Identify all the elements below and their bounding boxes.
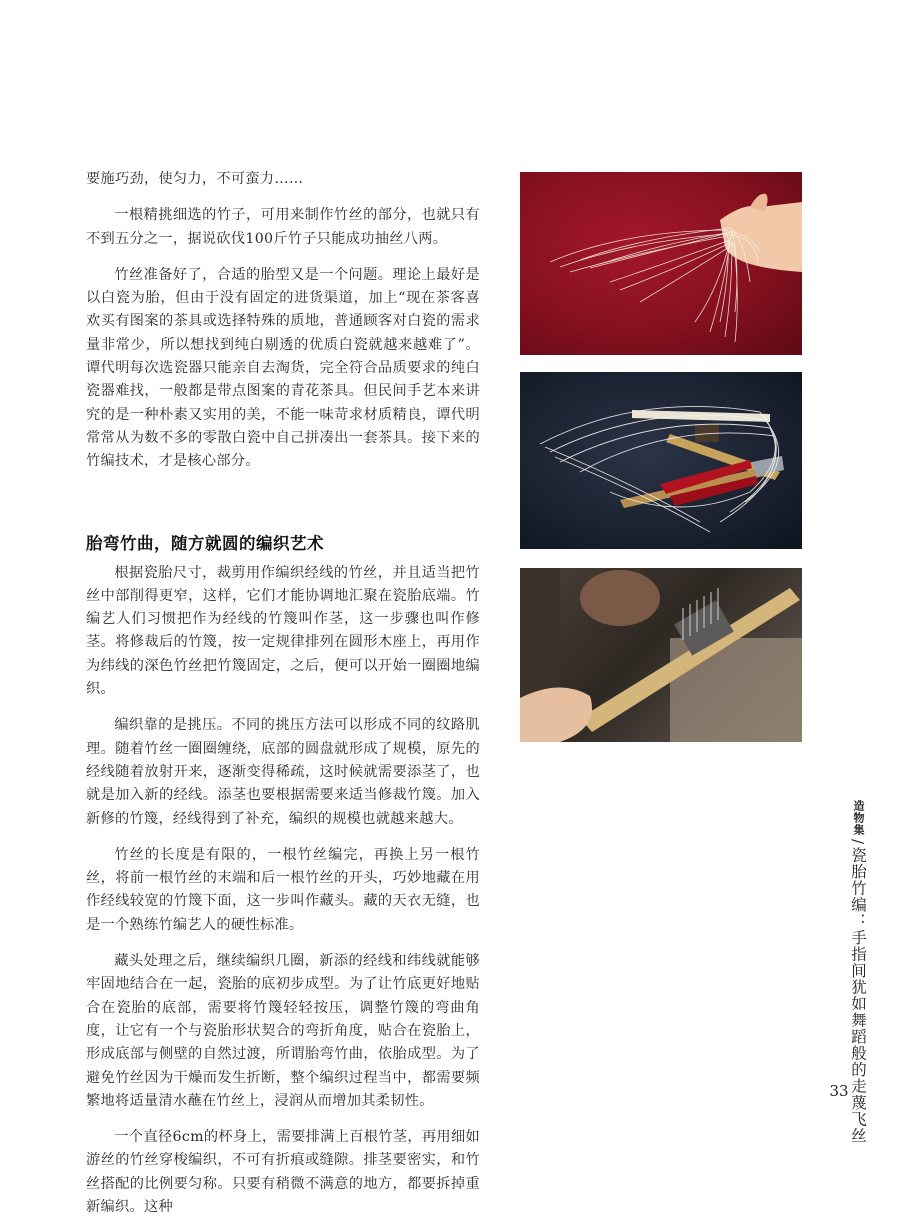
photo-bamboo-tools (520, 372, 802, 549)
article-text-column (86, 168, 480, 1232)
article-paragraph: 要施巧劲，使匀力，不可蛮力…… (86, 171, 304, 187)
article-paragraph: 一根精挑细选的竹子，可用来制作竹丝的部分，也就只有不到五分之一，据说砍伐100斤竹子只能成功抽丝八两。 (86, 207, 480, 247)
article-paragraph: 一个直径6cm的杯身上，需要排满上百根竹茎，再用细如游丝的竹丝穿梭编织，不可有折痕或缝隙。排茎要密实，和竹丝搭配的比例要匀称。只要有稍微不满意的地方，都要拆掉重新编织。这种 (86, 1129, 480, 1215)
photo-bamboo-threads-in-hand (520, 172, 802, 355)
running-title-separator: / (849, 839, 867, 845)
article-paragraph: 竹丝准备好了，合适的胎型又是一个问题。理论上最好是以白瓷为胎，但由于没有固定的进货渠道，加上“现在茶客喜欢买有图案的茶具或选择特殊的质地，普通顾客对白瓷的需求量非常少，所以想找到纯白剔透的优质白瓷就越来越难了”。谭代明每次选瓷器只能亲自去淘货，完全符合品质要求的纯白瓷器难找，一般都是带点图案的青花茶具。但民间手艺本来讲究的是一种朴素又实用的美，不能一味苛求材质精良，谭代明常常从为数不多的零散白瓷中自己拼凑出一套茶具。接下来的竹编技术，才是核心部分。 (86, 266, 480, 470)
article-paragraph: 根据瓷胎尺寸，裁剪用作编织经线的竹丝，并且适当把竹丝中部削得更窄，这样，它们才能协调地汇聚在瓷胎底端。竹编艺人们习惯把作为经线的竹篾叫作茎，这一步骤也叫作修茎。将修裁后的竹篾，按一定规律排列在圆形木座上，再用作为纬线的深色竹丝把竹篾固定，之后，便可以开始一圈圈地编织。 (86, 564, 480, 698)
article-paragraph: 竹丝的长度是有限的，一根竹丝编完，再换上另一根竹丝，将前一根竹丝的末端和后一根竹丝的开头，巧妙地藏在用作经线较宽的竹篾下面，这一步叫作藏头。藏的天衣无缝，也是一个熟练竹编艺人的硬性标准。 (86, 846, 480, 933)
running-title-section: 造物集 (852, 800, 865, 836)
running-title-main: 瓷胎竹编：手指间犹如舞蹈般的走蔑飞丝 (849, 847, 867, 1145)
photo-hand-illustration (520, 172, 802, 355)
article-paragraph: 藏头处理之后，继续编织几圈，新添的经线和纬线就能够牢固地结合在一起，瓷胎的底初步成型。为了让竹底更好地贴合在瓷胎的底部，需要将竹篾轻轻按压，调整竹篾的弯曲角度，让它有一个与瓷胎形状契合的弯折角度，贴合在瓷胎上，形成底部与侧壁的自然过渡，所谓胎弯竹曲，依胎成型。为了避免竹丝因为干燥而发生折断，整个编织过程当中，都需要频繁地将适量清水蘸在竹丝上，浸润从而增加其柔韧性。 (86, 953, 480, 1109)
article-paragraph: 编织靠的是挑压。不同的挑压方法可以形成不同的纹路肌理。随着竹丝一圈圈缠绕，底部的圆盘就形成了规模，原先的经线随着放射开来，逐渐变得稀疏，这时候就需要添茎了，也就是加入新的经线。添茎也要根据需要来适当修裁竹篾。加入新修的竹篾，经线得到了补充，编织的规模也就越来越大。 (86, 717, 480, 827)
photo-weaving-illustration (520, 568, 802, 742)
photo-tools-illustration (520, 372, 802, 549)
photo-weaving-comb (520, 568, 802, 742)
section-heading: 胎弯竹曲，随方就圆的编织艺术 (86, 533, 324, 553)
page-number: 33 (829, 1082, 849, 1100)
